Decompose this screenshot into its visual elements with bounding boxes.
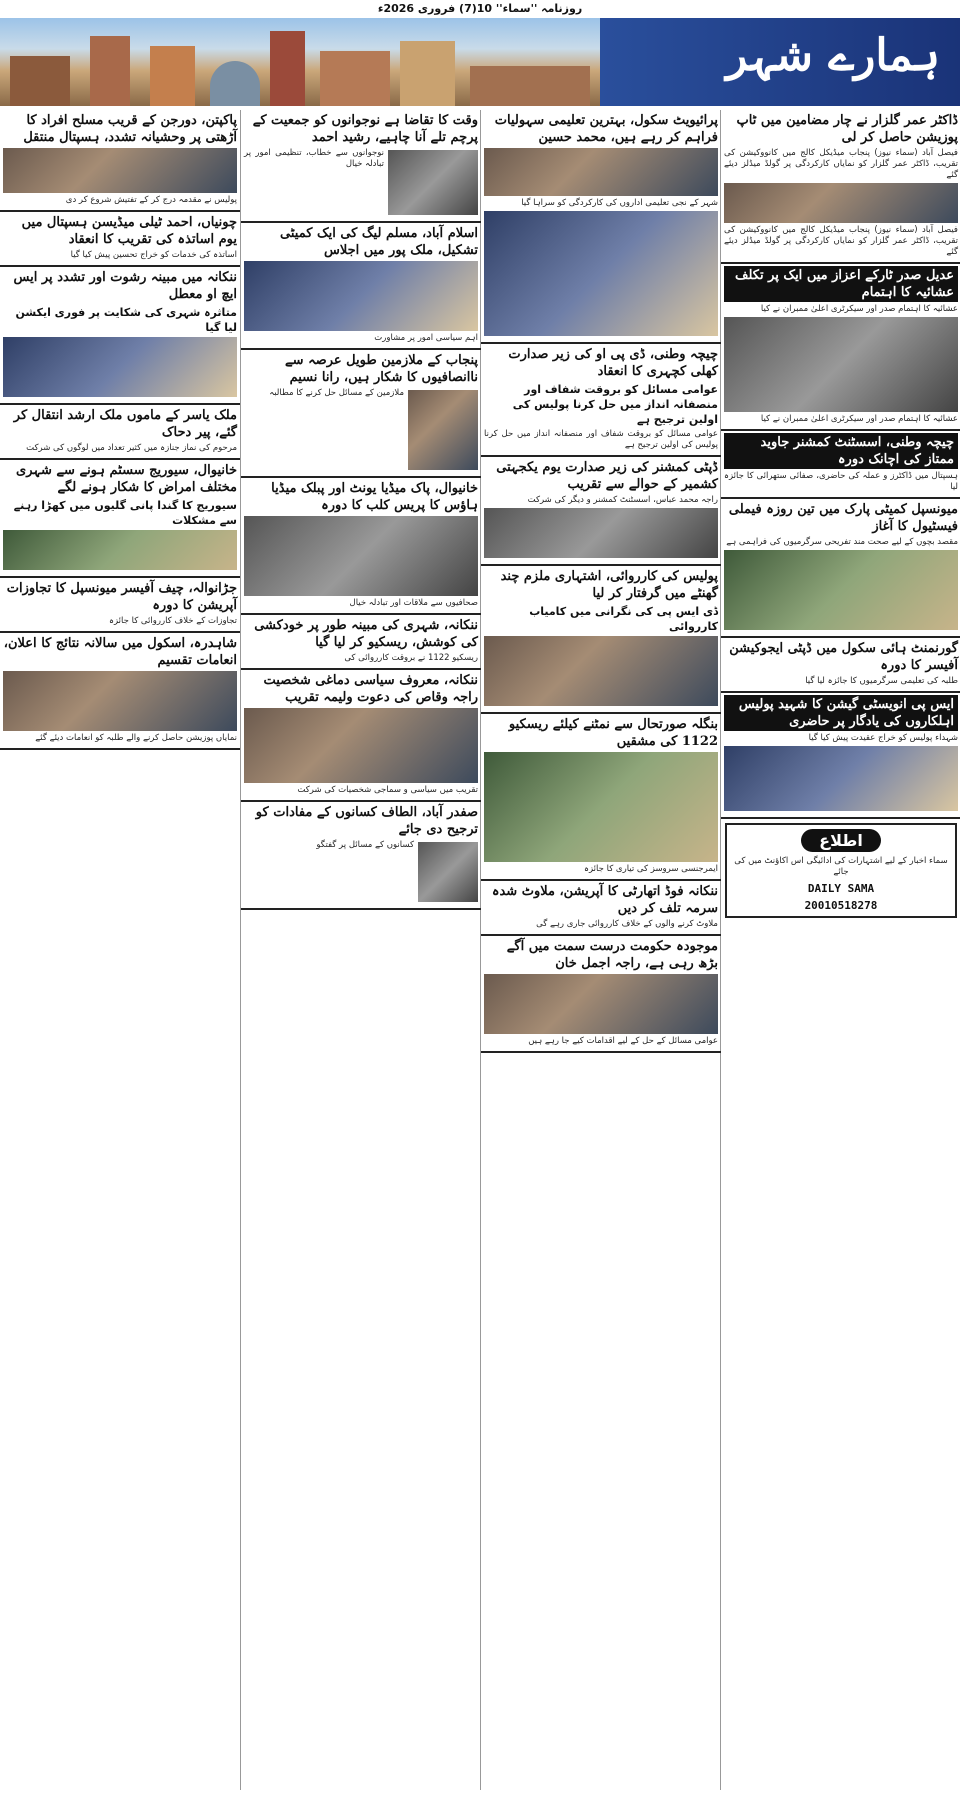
city-collage-image [0,18,600,106]
story-photo [3,337,237,397]
headline: بنگلہ صورتحال سے نمٹنے کیلئے ریسکیو 1122 کی مشقیں [508,717,718,749]
headline: چیچہ وطنی، ڈی پی او کی زیر صدارت کھلی کچہری کا انعقاد [508,347,718,379]
story-text: ملاوٹ کرنے والوں کے خلاف کارروائی جاری رہے گی [536,919,718,929]
column-2 [480,110,721,1790]
notice-account-name: DAILY SAMA [807,882,875,895]
headline: ننکانہ فوڈ اتھارٹی کا آپریشن، ملاوٹ شدہ سرمہ تلف کر دیں [491,884,718,916]
story-pakpattan-violence [0,110,240,212]
story-photo [724,746,958,811]
story-text: تقریب میں سیاسی و سماجی شخصیات کی شرکت [297,785,478,795]
story-text: راجہ محمد عباس، اسسٹنٹ کمشنر و دیگر کی شرکت [527,495,718,505]
story-text: عوامی مسائل کو بروقت شفاف اور منصفانہ انداز میں حل کرنا پولیس کی اولین ترجیح ہے [484,429,718,450]
headline: خانیوال، پاک میڈیا یونٹ اور پبلک میڈیا ہاؤس کا پریس کلب کا دورہ [271,481,478,513]
story-text: پولیس نے مقدمہ درج کر کے تفتیش شروع کر دی [65,195,237,205]
banner-title-panel [600,18,960,106]
section-banner [0,18,960,106]
headline: خانیوال، سیوریج سسٹم ہونے سے شہری مختلف امراض کا شکار ہونے لگے [16,463,237,495]
notice-box [725,823,957,918]
headline: جڑانوالہ، چیف آفیسر میونسپل کا تجاوزات آپریشن کا دورہ [6,581,237,613]
story-police-arrest [481,566,721,714]
headline: میونسپل کمیٹی پارک میں تین روزہ فیملی فیسٹیول کا آغاز [728,502,958,534]
story-text: صحافیوں سے ملاقات اور تبادلہ خیال [349,598,478,608]
story-text: شہر کے نجی تعلیمی اداروں کی کارکردگی کو سراہا گیا [521,198,718,208]
story-teachers-day [0,212,240,267]
story-photo [484,752,718,862]
story-suicide-attempt [241,615,481,670]
notice-title: اطلاع [801,829,881,852]
story-photo [418,842,478,902]
story-photo [724,317,958,412]
subheadline: سیوریج کا گندا پانی گلیوں میں کھڑا رہنے سے مشکلات [13,499,237,527]
story-text-2: عشائیہ کا اہتمام صدر اور سیکرٹری اعلیٰ ممبران نے کیا [760,414,958,424]
story-text: اہم سیاسی امور پر مشاورت [374,333,478,343]
subheadline: ڈی ایس پی کی نگرانی میں کامیاب کارروائی [529,605,718,633]
column-4 [0,110,240,1790]
section-title: ہمارے شہر [726,30,940,81]
headline: چیچہ وطنی، اسسٹنٹ کمشنر جاوید ممتاز کی اچانک دورہ [724,433,958,469]
story-text: عشائیہ کا اہتمام صدر اور سیکرٹری اعلیٰ ممبران نے کیا [760,304,958,314]
story-text: ریسکیو 1122 نے بروقت کارروائی کی [344,653,478,663]
headline: موجودہ حکومت درست سمت میں آگے بڑھ رہی ہے، راجہ اجمل خان [506,939,718,971]
story-encroachment [0,578,240,633]
headline: پولیس کی کارروائی، اشتہاری ملزم چند گھنٹے میں گرفتار کر لیا [500,569,718,601]
story-sho-suspended [0,267,240,405]
story-family-festival [721,499,960,638]
headline: وقت کا تقاضا ہے نوجوانوں کو جمعیت کے پرچم تلے آنا چاہیے، رشید احمد [252,113,478,145]
column-3 [240,110,481,1790]
subheadline: عوامی مسائل کو بروقت شفاف اور منصفانہ انداز میں حل کرنا پولیس کی اولین ترجیح ہے [512,383,718,426]
story-food-authority [481,881,721,936]
story-text: نمایاں پوزیشن حاصل کرنے والے طلبہ کو انعامات دیئے گئے [35,733,237,743]
story-text: مقصد بچوں کے لیے صحت مند تفریحی سرگرمیوں کی فراہمی ہے [726,537,958,547]
headline: ننکانہ، شہری کی مبینہ طور پر خودکشی کی کوشش، ریسکیو کر لیا گیا [254,618,478,650]
headline: شاہدرہ، اسکول میں سالانہ نتائج کا اعلان، انعامات تقسیم [3,636,237,668]
headline: ننکانہ میں مبینہ رشوت اور تشدد پر ایس ایچ او معطل [13,270,237,302]
story-doctor-topper [721,110,960,264]
story-photo [484,148,718,196]
story-photo [484,974,718,1034]
story-text: تجاوزات کے خلاف کارروائی کا جائزہ [109,616,237,626]
story-school-results [0,633,240,750]
story-condolence [0,405,240,460]
headline: چونیاں، احمد ٹیلی میڈیسن ہسپتال میں یوم اساتذہ کی تقریب کا انعقاد [21,215,237,247]
story-farmers [241,802,481,910]
headline: ایس پی انویسٹی گیشن کا شہید پولیس اہلکاروں کی یادگار پر حاضری [724,695,958,731]
story-photo [408,390,478,470]
story-text: عوامی مسائل کے حل کے لیے اقدامات کیے جا رہے ہیں [528,1036,718,1046]
story-sp-memorial [721,693,960,819]
story-private-schools [481,110,721,344]
story-text: طلبہ کی تعلیمی سرگرمیوں کا جائزہ لیا گیا [805,676,958,686]
story-rescue-drill [481,714,721,881]
story-photo [244,708,478,783]
story-photo [3,530,237,570]
story-employees [241,350,481,478]
story-text: ایمرجنسی سروسز کی تیاری کا جائزہ [584,864,718,874]
headline: عدیل صدر ٹارکے اعزاز میں ایک پر تکلف عشائیہ کا اہتمام [724,266,958,302]
story-youth-jamiat [241,110,481,223]
story-photo [244,516,478,596]
story-kashmir-day [481,457,721,566]
headline: صفدر آباد، الطاف کسانوں کے مفادات کو ترجیح دی جائے [255,805,478,837]
story-govt-direction [481,936,721,1053]
dateline: روزنامہ ''سماء'' 10(7) فروری 2026ء [377,2,583,15]
column-1 [720,110,960,1790]
story-photo [388,150,478,215]
story-photo [3,671,237,731]
story-text: شہداء پولیس کو خراج عقیدت پیش کیا گیا [808,733,958,743]
notice-text: سماء اخبار کے لیے اشتہارات کی ادائیگی اس اکاؤنٹ میں کی جائے [734,856,948,877]
headline: ڈاکٹر عمر گلزار نے چار مضامین میں ٹاپ پوزیشن حاصل کر لی [736,113,958,145]
story-photo [484,636,718,706]
headline: ڈپٹی کمشنر کی زیر صدارت یوم یکجہتی کشمیر کے حوالے سے تقریب [496,460,718,492]
story-text: کسانوں کے مسائل پر گفتگو [316,840,414,850]
notice-account-number: 20010518278 [804,899,878,912]
subheadline: متاثرہ شہری کی شکایت پر فوری ایکشن لیا گیا [15,306,237,334]
story-press-club [241,478,481,615]
headline: پنجاب کے ملازمین طویل عرصہ سے ناانصافیوں کا شکار ہیں، رانا نسیم [285,353,478,385]
headline: اسلام آباد، مسلم لیگ کی ایک کمیٹی تشکیل، ملک پور میں اجلاس [280,226,478,258]
story-muslim-league [241,223,481,350]
story-photo [724,183,958,223]
story-dinner [721,264,960,431]
story-photo [484,508,718,558]
convocation-photo [484,211,718,336]
headline: ملک یاسر کے ماموں ملک ارشد انتقال کر گئے، پیر دحاک [13,408,237,440]
story-khuli-kachehri [481,344,721,457]
story-sewerage [0,460,240,578]
headline: پرائیویٹ سکول، بہترین تعلیمی سہولیات فراہم کر رہے ہیں، محمد حسین [494,113,718,145]
headline: ننکانہ، معروف سیاسی دماغی شخصیت راجہ وقاص کی دعوت ولیمہ تقریب [263,673,478,705]
story-walima [241,670,481,802]
story-ac-visit [721,431,960,499]
headline: پاکپتن، دورجن کے قریب مسلح افراد کا آڑھتی پر وحشیانہ تشدد، ہسپتال منتقل [23,113,237,145]
headline: گورنمنٹ ہائی سکول میں ڈپٹی ایجوکیشن آفیسر کا دورہ [729,641,958,673]
story-school-visit [721,638,960,693]
story-text: فیصل آباد (سماء نیوز) پنجاب میڈیکل کالج میں کانووکیشن کی تقریب، ڈاکٹر عمر گلزار کو نمایاں کارکردگی پر گولڈ میڈلز دیئے گئے [724,148,958,180]
story-photo [244,261,478,331]
story-text-2: فیصل آباد (سماء نیوز) پنجاب میڈیکل کالج میں کانووکیشن کی تقریب، ڈاکٹر عمر گلزار کو نمایاں کارکردگی پر گولڈ میڈلز دیئے گئے [724,225,958,257]
story-text: نوجوانوں سے خطاب، تنظیمی امور پر تبادلہ خیال [244,148,384,169]
story-text: اساتذہ کی خدمات کو خراج تحسین پیش کیا گیا [70,250,237,260]
story-photo [3,148,237,193]
story-text: مرحوم کی نماز جنازہ میں کثیر تعداد میں لوگوں کی شرکت [26,443,237,453]
story-text: ہسپتال میں ڈاکٹرز و عملہ کی حاضری، صفائی ستھرائی کا جائزہ لیا [724,471,958,492]
story-photo [724,550,958,630]
story-text: ملازمین کے مسائل حل کرنے کا مطالبہ [269,388,404,398]
